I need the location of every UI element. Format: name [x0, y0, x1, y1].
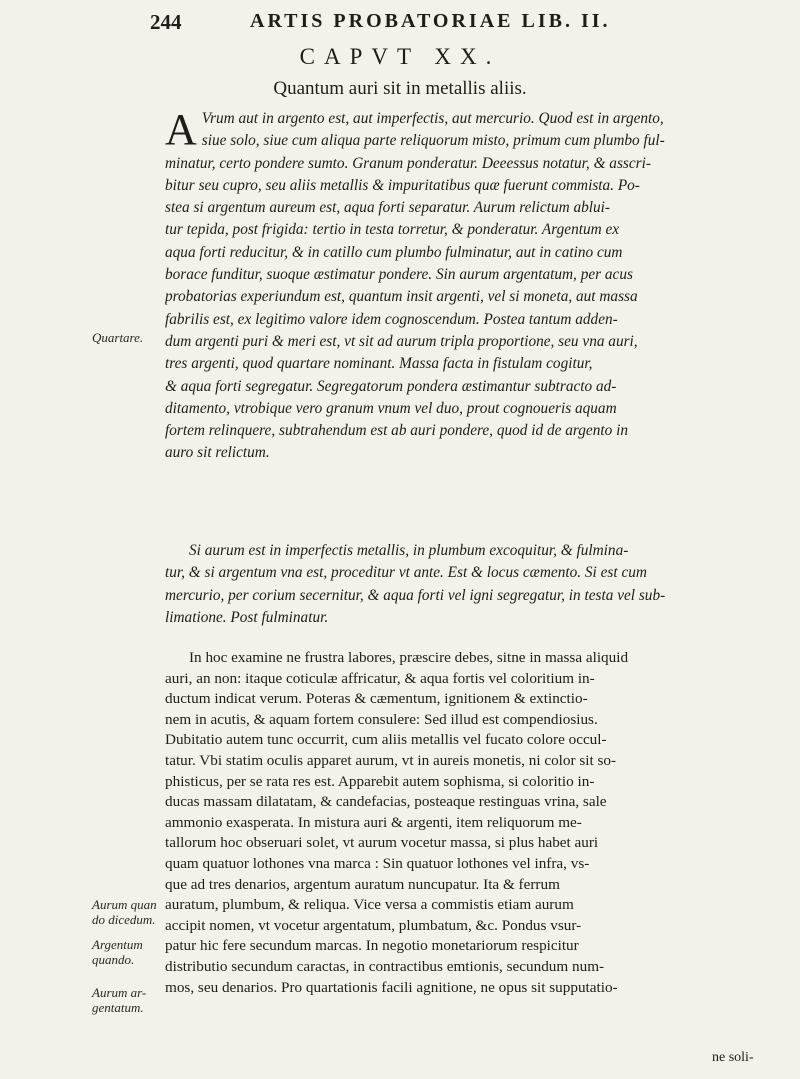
text-line: Vrum aut in argento est, aut imperfectis, aut mercurio. Quod est in argento,	[201, 110, 664, 127]
text-line: Dubitatio autem tunc occurrit, cum aliis metallis vel fucato colore occul-	[165, 731, 607, 749]
margin-note-aurum-quando	[92, 897, 157, 927]
text-line: bitur seu cupro, seu aliis metallis & impuritatibus quæ fuerunt commista. Po-	[165, 176, 640, 194]
margin-note-line: Aurum ar-	[92, 985, 147, 1000]
margin-note-aurum-argentatum	[92, 985, 146, 1015]
text-line: quam quatuor lothones vna marca : Sin quatuor lothones vel infra, vs-	[165, 854, 590, 872]
text-line: ductum indicat verum. Poteras & cæmentum, ignitionem & extinctio-	[165, 690, 588, 708]
text-line: mercurio, per corium secernitur, & aqua forti vel igni segregatur, in testa vel sub-	[165, 586, 666, 604]
text-line: & aqua forti segregatur. Segregatorum pondera æstimantur subtracto ad-	[165, 377, 617, 395]
margin-note-quartare: Quartare.	[92, 330, 144, 345]
text-line: ditamento, vtrobique vero granum vnum vel duo, prout cognoueris aquam	[165, 399, 617, 417]
text-line: tur tepida, post frigida: tertio in testa torretur, & ponderatur. Argentum ex	[165, 221, 620, 239]
text-line: mos, seu denarios. Pro quartationis facili agnitione, ne opus sit supputatio-	[165, 978, 618, 996]
text-line: ducas massam dilatatam, & candefacias, posteaque restinguas vrina, sale	[165, 793, 607, 811]
text-line: fabrilis est, ex legitimo valore idem cognoscendum. Postea tantum adden-	[165, 310, 618, 328]
margin-note-line: quando.	[92, 952, 135, 967]
text-line: limatione. Post fulminatur.	[165, 608, 329, 626]
italic-paragraph-2	[165, 540, 775, 629]
text-line: ammonio exasperata. In mistura auri & argenti, item reliquorum me-	[165, 813, 582, 831]
text-line: auratum, plumbum, & reliqua. Vice versa a commistis etiam aurum	[165, 896, 574, 914]
text-line: Si aurum est in imperfectis metallis, in plumbum excoquitur, & fulmina-	[189, 542, 629, 559]
text-line: In hoc examine ne frustra labores, præscire debes, sitne in massa aliquid	[189, 649, 629, 666]
drop-cap: A	[165, 105, 197, 154]
roman-paragraph	[165, 648, 775, 998]
text-line: auri, an non: itaque coticulæ affricatur, & aqua fortis vel coloritium in-	[165, 669, 595, 687]
text-line: tres argenti, quod quartare nominant. Massa facta in fistulam cogitur,	[165, 355, 593, 373]
text-line: probatorias experiundum est, quantum insit argenti, vel si moneta, aut massa	[165, 288, 638, 306]
italic-paragraph-1	[165, 105, 775, 465]
text-line: tallorum hoc obseruari solet, vt aurum vocetur massa, si plus habet auri	[165, 834, 599, 852]
text-line: fortem relinquere, subtrahendum est ab auri pondere, quod id de argento in	[165, 422, 628, 440]
text-line: siue solo, siue cum aliqua parte reliquorum misto, primum cum plumbo ful-	[201, 132, 665, 150]
text-line: minatur, certo pondere sumto. Granum ponderatur. Deeessus notatur, & asscri-	[165, 154, 651, 172]
margin-note-argentum-quando	[92, 937, 143, 967]
margin-note-line: gentatum.	[92, 1000, 144, 1015]
text-line: borace funditur, suoque æstimatur pondere. Sin aurum argentatum, per acus	[165, 266, 633, 284]
text-line: aqua forti reducitur, & in catillo cum plumbo fulminatur, aut in catino cum	[165, 243, 623, 261]
page-header	[150, 10, 770, 40]
text-line: nem in acutis, & aquam fortem consulere: Sed illud est compendiosius.	[165, 710, 598, 728]
text-line: que ad tres denarios, argentum auratum nuncupatur. Ita & ferrum	[165, 875, 560, 893]
running-title: ARTIS PROBATORIAE LIB. II.	[250, 10, 611, 32]
text-line: distributio secundum caractas, in contractibus emtionis, secundum num-	[165, 957, 605, 975]
chapter-title: CAPVT XX.	[299, 44, 501, 69]
folio-number: 244	[150, 10, 182, 34]
text-line: auro sit relictum.	[165, 444, 270, 462]
text-line: phisticus, per se rata res est. Apparebit autem sophisma, si coloritio in-	[165, 772, 595, 790]
margin-note-line: Aurum quan	[92, 897, 157, 912]
catchword: ne soli-	[712, 1050, 754, 1065]
text-line: patur hic fere secundum marcas. In negotio monetariorum respicitur	[165, 937, 579, 955]
text-line: stea si argentum aureum est, aqua forti separatur. Aurum relictum ablui-	[165, 199, 611, 217]
text-line: dum argenti puri & meri est, vt sit ad aurum tripla proportione, seu vna auri,	[165, 332, 638, 350]
text-line: tur, & si argentum vna est, proceditur vt ante. Est & locus cæmento. Si est cum	[165, 564, 647, 582]
margin-note-line: Argentum	[92, 937, 143, 952]
text-line: accipit nomen, vt vocetur argentatum, plumbatum, &c. Pondus vsur-	[165, 916, 582, 934]
margin-note-line: do dicedum.	[92, 912, 156, 927]
text-line: tatur. Vbi statim oculis apparet aurum, vt in aureis monetis, ni color sit so-	[165, 751, 617, 769]
chapter-subtitle: Quantum auri sit in metallis aliis.	[273, 78, 527, 99]
